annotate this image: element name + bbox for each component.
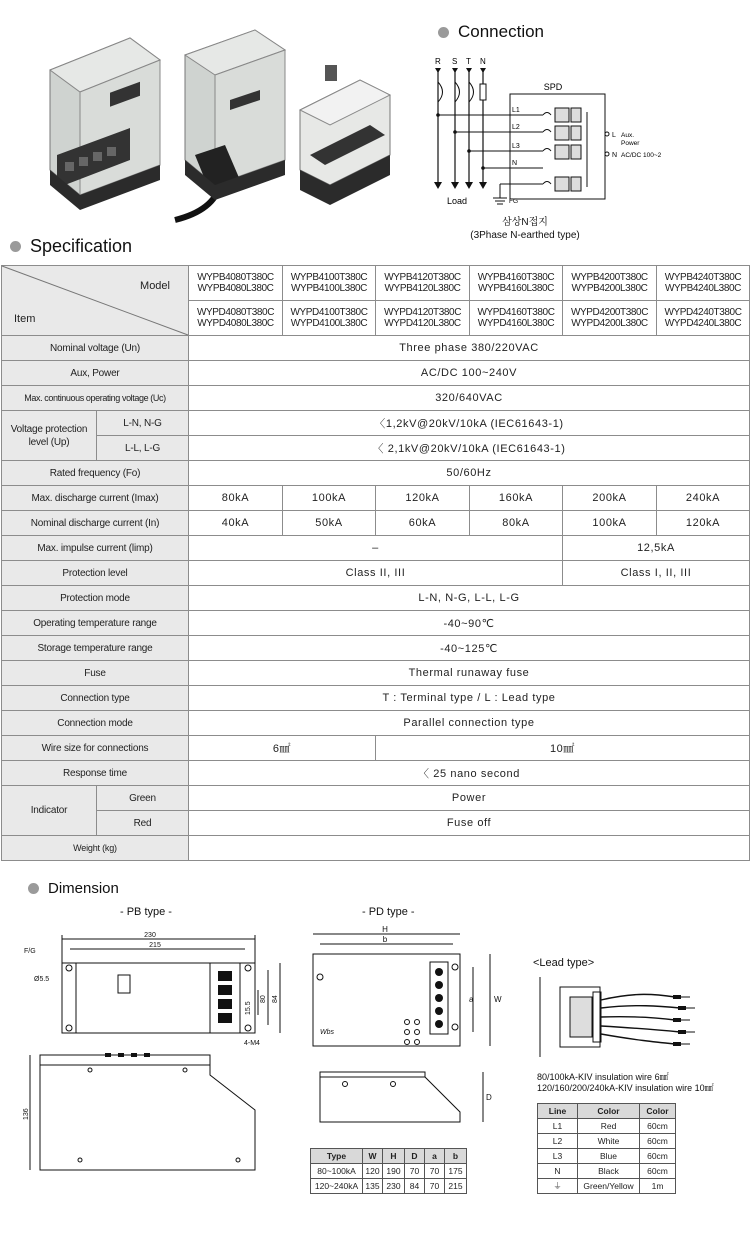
dim-label: 136 (23, 1108, 30, 1120)
dim-label: 84 (272, 995, 279, 1003)
model-name-pd: WYPD4100T380C WYPD4100L380C (283, 301, 376, 336)
lead-caption: <Lead type> (533, 957, 595, 969)
row-op-temp: Operating temperature range -40~90℃ (2, 611, 750, 636)
lead-type-drawing (535, 972, 747, 1072)
phase-label: S (452, 57, 458, 66)
dim-label: 215 (149, 942, 161, 949)
model-item-header (2, 266, 189, 336)
phase-label: N (480, 57, 486, 66)
dim-label: H (382, 925, 388, 934)
model-name-pb: WYPB4080T380C WYPB4080L380C (189, 266, 283, 301)
row-vp-level-ln: Voltage protection level (Up) L-N, N-G 〈1,2kV@20kV/10kA (IEC61643-1) (2, 411, 750, 436)
phase-label: T (466, 57, 471, 66)
row-max-cont-voltage: Max. continuous operating voltage (Uc) 320/640VAC (2, 386, 750, 411)
row-fuse: Fuse Thermal runaway fuse (2, 661, 750, 686)
fg-label: FG (509, 198, 519, 205)
line-label: L3 (512, 143, 520, 150)
row-vp-level-ll: L-L, L-G 〈 2,1kV@20kV/10kA (IEC61643-1) (2, 436, 750, 461)
row-st-temp: Storage temperature range -40~125℃ (2, 636, 750, 661)
dim-label: b (382, 935, 388, 944)
device-photo-pb (50, 38, 160, 210)
line-label: L2 (512, 124, 520, 131)
aux-text: Power (621, 140, 640, 147)
row-weight: Weight (kg) (2, 836, 750, 861)
device-photo-pd (175, 30, 285, 220)
row-indicator-red: Red Fuse off (2, 811, 750, 836)
table-row: N Black 60cm (538, 1164, 676, 1179)
model-name-pd: WYPD4240T380C WYPD4240L380C (657, 301, 750, 336)
line-label: L1 (512, 107, 520, 114)
model-name-pd: WYPD4200T380C WYPD4200L380C (563, 301, 657, 336)
row-nominal-voltage: Nominal voltage (Un) Three phase 380/220VAC (2, 336, 750, 361)
table-row: L2 White 60cm (538, 1134, 676, 1149)
aux-text: Aux. (621, 132, 635, 139)
device-photo-terminal (300, 65, 390, 205)
row-prot-mode: Protection mode L-N, N-G, L-L, L-G (2, 586, 750, 611)
dim-label: 15.5 (245, 1001, 252, 1015)
row-response: Response time 〈 25 nano second (2, 761, 750, 786)
row-indicator-green: Indicator Green Power (2, 786, 750, 811)
lead-color-table: Line Color Color L1 Red 60cm L2 White 60cm L3 Blue 60cm N Black 60cm ⏚ Green/Yellow 1m (537, 1103, 676, 1194)
model-name-pd: WYPD4120T380C WYPD4120L380C (376, 301, 470, 336)
row-wire-size: Wire size for connections 6㎟ 10㎟ (2, 736, 750, 761)
aux-l-label: L (612, 132, 616, 139)
bullet-icon (10, 241, 21, 252)
table-row: L3 Blue 60cm (538, 1149, 676, 1164)
row-prot-level: Protection level Class II, III Class I, II, III (2, 561, 750, 586)
row-conn-type: Connection type T : Terminal type / L : Lead type (2, 686, 750, 711)
dim-label: F/G (24, 948, 36, 955)
spd-label: SPD (543, 82, 563, 92)
dim-label: a (469, 995, 474, 1004)
line-label: N (512, 160, 518, 167)
model-name-pb: WYPB4200T380C WYPB4200L380C (563, 266, 657, 301)
pb-type-drawing (20, 925, 290, 1190)
product-photos (35, 20, 405, 220)
dim-label: 230 (144, 932, 156, 939)
dim-label: W (494, 995, 502, 1004)
model-name-pb: WYPB4100T380C WYPB4100L380C (283, 266, 376, 301)
insulation-note: 80/100kA-KIV insulation wire 6㎟ 120/160/200/240kA-KIV insulation wire 10㎟ (537, 1072, 714, 1093)
load-label: Load (447, 196, 468, 206)
brand-logo: Wbs (320, 1029, 334, 1036)
specification-title: Specification (10, 236, 132, 257)
model-name-pd: WYPD4080T380C WYPD4080L380C (189, 301, 283, 336)
table-row: L1 Red 60cm (538, 1119, 676, 1134)
aux-n-label: N (612, 152, 618, 159)
connection-caption: 삼상N접지 (3Phase N-earthed type) (470, 217, 580, 241)
row-aux-power: Aux, Power AC/DC 100~240V (2, 361, 750, 386)
table-row: ⏚ Green/Yellow 1m (538, 1179, 676, 1194)
model-name-pb: WYPB4160T380C WYPB4160L380C (470, 266, 563, 301)
pd-caption: - PD type - (362, 906, 415, 918)
row-rated-freq: Rated frequency (Fo) 50/60Hz (2, 461, 750, 486)
row-imax: Max. discharge current (Imax) 80kA 100kA 120kA 160kA 200kA 240kA (2, 486, 750, 511)
pd-dimension-table: Type W H D a b 80~100kA 120 190 70 70 175 120~240kA 135 230 84 70 215 (310, 1148, 467, 1194)
model-name-pb: WYPB4120T380C WYPB4120L380C (376, 266, 470, 301)
dim-label: 80 (260, 995, 267, 1003)
row-in: Nominal discharge current (In) 40kA 50kA 60kA 80kA 100kA 120kA (2, 511, 750, 536)
connection-title: Connection (438, 22, 544, 42)
dim-label: 4-M4 (244, 1040, 260, 1047)
table-row: 120~240kA 135 230 84 70 215 (311, 1179, 467, 1194)
pd-type-drawing (305, 922, 505, 1147)
model-name-pb: WYPB4240T380C WYPB4240L380C (657, 266, 750, 301)
dim-label: D (486, 1093, 492, 1102)
row-conn-mode: Connection mode Parallel connection type (2, 711, 750, 736)
ground-icon: ⏚ (538, 1179, 578, 1194)
row-iimp: Max. impulse current (limp) – 12,5kA (2, 536, 750, 561)
dim-label: Ø5.5 (34, 976, 50, 983)
aux-text: AC/DC 100~2 (621, 152, 662, 159)
specification-table (1, 265, 750, 861)
table-row: 80~100kA 120 190 70 70 175 (311, 1164, 467, 1179)
dimension-title: Dimension (28, 880, 119, 897)
pb-caption: - PB type - (120, 906, 172, 918)
phase-label: R (435, 57, 441, 66)
item-header: Item (14, 313, 36, 325)
bullet-icon (28, 883, 39, 894)
model-name-pd: WYPD4160T380C WYPD4160L380C (470, 301, 563, 336)
bullet-icon (438, 27, 449, 38)
model-header: Model (140, 280, 170, 292)
